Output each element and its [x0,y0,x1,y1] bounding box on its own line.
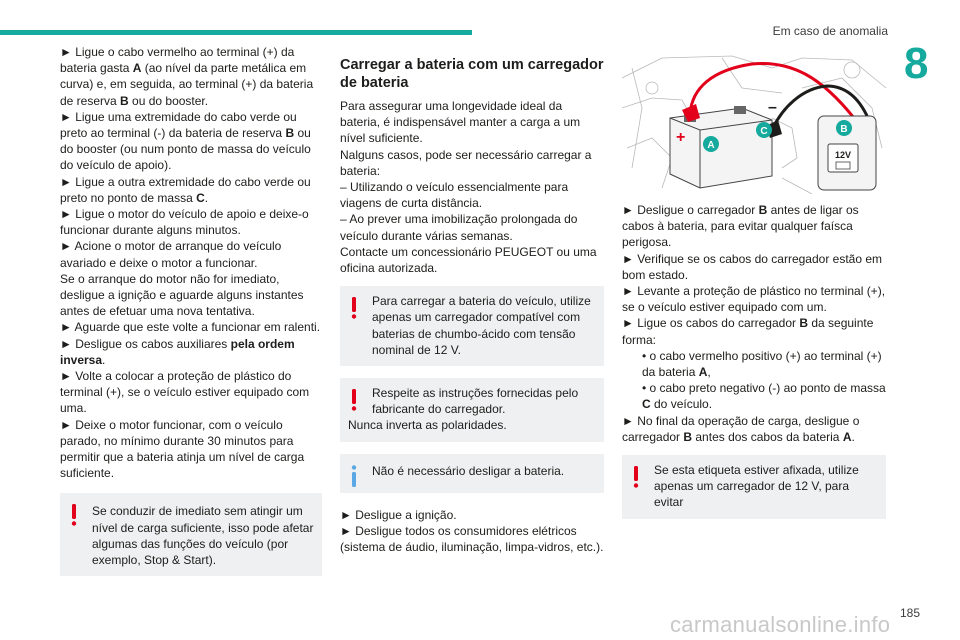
warning-text: Se conduzir de imediato sem atingir um nível de carga suficiente, isso pode afetar algumas das funções do veículo (por exemplo, Stop & Start). [92,504,314,568]
paragraph: ► Aguarde que este volte a funcionar em ralenti. [60,320,321,335]
list-item: ► Desligue o carregador B antes de ligar os cabos à bateria, para evitar qualquer faísca perigosa. [622,203,859,250]
warning-exclamation-icon [71,504,77,526]
paragraph: Nalguns casos, pode ser necessário carregar a bateria: [340,147,592,178]
warning-text: Nunca inverta as polaridades. [348,418,507,433]
column-right [622,202,886,519]
chapter-number: 8 [904,39,929,88]
plus-sign: + [676,129,686,146]
paragraph: ► Desligue os cabos auxiliares pela ordem inversa. [60,336,295,367]
warning-exclamation-icon [351,297,357,319]
paragraph: ► Acione o motor de arranque do veículo avariado e deixe o motor a funcionar. [60,239,282,270]
section-title: Em caso de anomalia [772,24,888,38]
warning-box [60,493,322,576]
list-item: – Ao prever uma imobilização prolongada do veículo durante várias semanas. [340,212,578,243]
paragraph: Para assegurar uma longevidade ideal da bateria, é indispensável manter a carga a um nível suficiente. [340,99,581,146]
paragraph: ► Ligue o cabo vermelho ao terminal (+) da bateria gasta A (ao nível da parte metálica em curva) e, em seguida, ao terminal (+) da bateria de reserva B ou do booster. [60,45,314,108]
list-item: ► Verifique se os cabos do carregador estão em bom estado. [622,251,883,282]
warning-box [340,286,604,366]
header-accent-bar [0,30,472,35]
info-box [340,454,604,493]
minus-sign: – [768,99,777,116]
paragraph: ► Deixe o motor funcionar, com o veículo parado, no mínimo durante 30 minutos para permitir que a bateria atinja um nível de carga suficiente. [60,417,305,481]
label-c: C [760,126,768,137]
paragraph: ► Ligue o motor do veículo de apoio e deixe-o funcionar durante alguns minutos. [60,207,309,238]
warning-exclamation-icon [351,389,357,411]
list-item: ► Desligue todos os consumidores elétricos (sistema de áudio, iluminação, limpa-vidros, etc.). [340,524,604,555]
column-middle [340,56,604,555]
paragraph: Se o arranque do motor não for imediato, desligue a ignição e aguarde alguns instantes antes de efetuar uma nova tentativa. [60,271,304,319]
paragraph: ► Ligue a outra extremidade do cabo verde ou preto no ponto de massa C. [60,174,311,205]
bullet-item: • o cabo vermelho positivo (+) ao terminal (+) da bateria A, [642,348,882,380]
page-number: 185 [899,606,920,620]
warning-exclamation-icon [633,466,639,488]
list-item: ► No final da operação de carga, desligue o carregador B antes dos cabos da bateria A. [622,413,860,444]
paragraph: ► Ligue uma extremidade do cabo verde ou preto ao terminal (-) da bateria de reserva B ou do booster (ou num ponto de massa do veículo do veículo de apoio). [60,109,311,173]
label-a: A [707,140,715,151]
battery-charger-illustration [622,48,886,194]
warning-text: Se esta etiqueta estiver afixada, utilize apenas um carregador de 12 V, para evitar [654,463,859,510]
info-icon [351,465,357,487]
section-heading: Carregar a bateria com um carregador de bateria [340,57,604,91]
warning-box [340,378,604,442]
list-item: ► Levante a proteção de plástico no terminal (+), se o veículo estiver equipado com um. [622,284,886,315]
warning-text: Respeite as instruções fornecidas pelo fabricante do carregador. [372,386,579,417]
list-item: ► Ligue os cabos do carregador B da seguinte forma: [622,316,874,347]
paragraph: Contacte um concessionário PEUGEOT ou uma oficina autorizada. [340,244,597,276]
info-text: Não é necessário desligar a bateria. [372,463,565,478]
warning-text: Para carregar a bateria do veículo, utilize apenas um carregador compatível com baterias de chumbo-ácido com tensão nominal de 12 V. [372,294,591,357]
label-b: B [840,124,848,135]
bullet-item: • o cabo preto negativo (-) ao ponto de massa C do veículo. [642,381,886,412]
list-item: ► Desligue a ignição. [340,507,457,522]
voltage-label: 12V [834,150,852,160]
list-item: – Utilizando o veículo essencialmente para viagens de curta distância. [340,180,569,211]
paragraph: ► Volte a colocar a proteção de plástico do terminal (+), se o veículo estiver equipado com uma. [60,369,310,416]
watermark: carmanualsonline.info [670,612,891,637]
column-left [60,44,322,576]
warning-box [622,455,886,519]
